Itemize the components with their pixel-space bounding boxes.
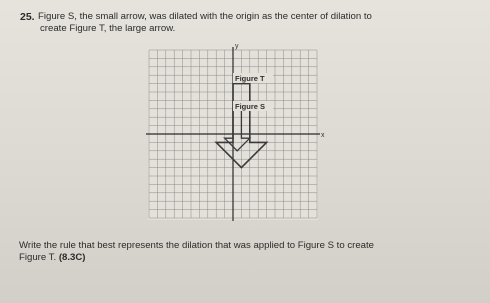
y-axis-label: y [235,43,239,50]
figure-t-label: Figure T [235,74,265,83]
question-line-1: Figure S, the small arrow, was dilated with the origin as the center of dilation to [38,11,372,22]
prompt-line-1: Write the rule that best represents the dilation that was applied to Figure S to create [19,240,374,251]
x-axis-label: x [321,132,325,139]
prompt-line-2-text: Figure T. [19,252,59,263]
answer-prompt [19,240,479,264]
question-line-2: create Figure T, the large arrow. [40,23,176,34]
standard-code: (8.3C) [58,252,86,263]
figure-s-label: Figure S [235,102,266,111]
question-number: 25. [20,11,35,23]
